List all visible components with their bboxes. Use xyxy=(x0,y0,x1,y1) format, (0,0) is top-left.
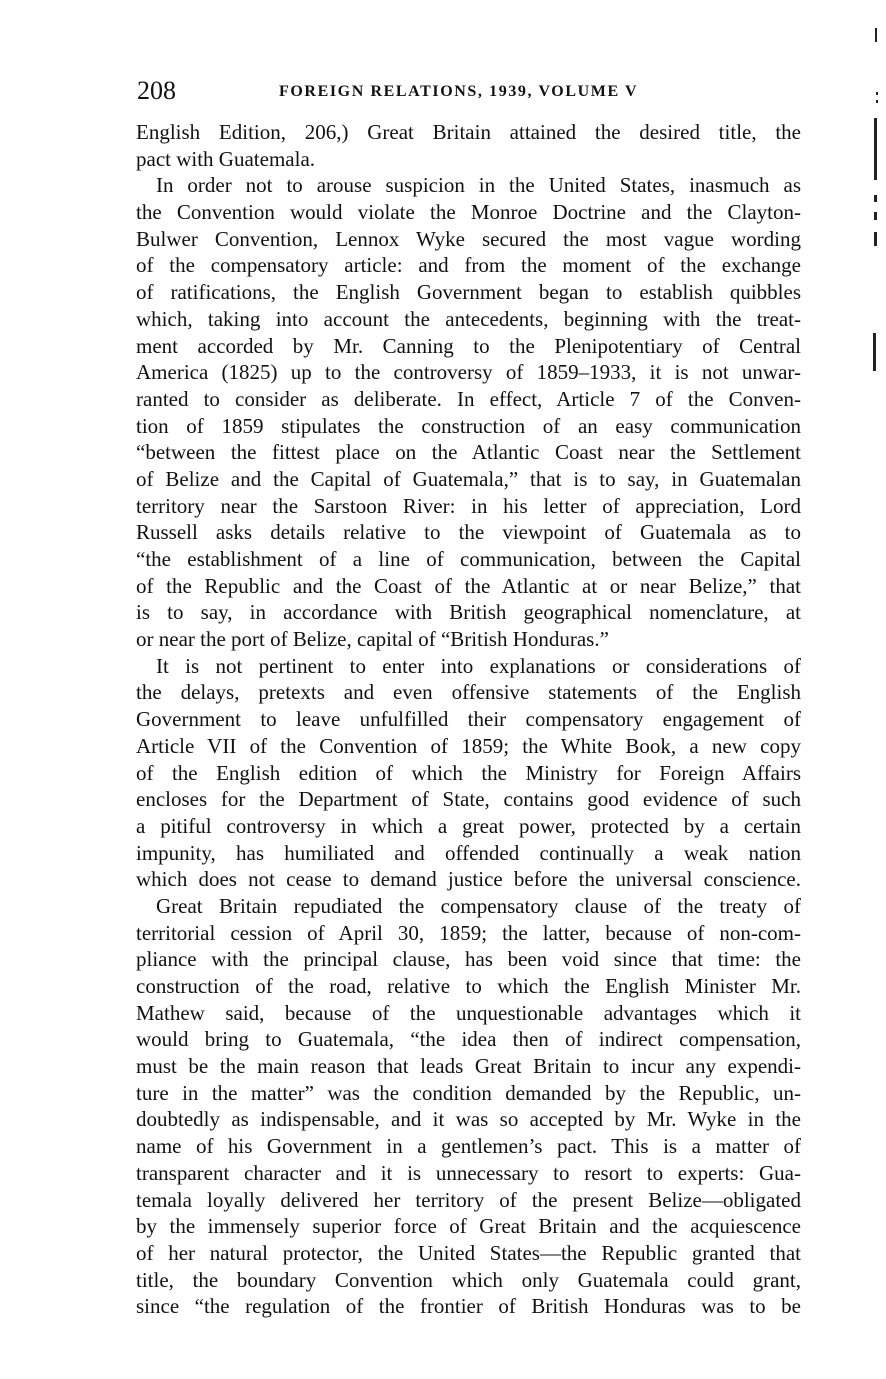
text-line: a pitiful controversy in which a great power, protected by a certain xyxy=(136,813,801,838)
margin-mark xyxy=(874,212,877,220)
text-line: of Belize and the Capital of Guatemala,” that is to say, in Guatemalan xyxy=(136,466,801,491)
text-line: of the English edition of which the Ministry for Foreign Affairs xyxy=(136,760,801,785)
page-header xyxy=(137,76,801,108)
text-line: doubtedly as indispensable, and it was so accepted by Mr. Wyke in the xyxy=(136,1107,801,1132)
text-line: which, taking into account the antecedents, beginning with the treat- xyxy=(136,306,801,331)
text-line: name of his Government in a gentlemen’s pact. This is a matter of xyxy=(136,1134,801,1159)
text-line: ture in the matter” was the condition demanded by the Republic, un- xyxy=(136,1080,801,1105)
text-line: Bulwer Convention, Lennox Wyke secured the most vague wording xyxy=(136,226,801,251)
text-line: must be the main reason that leads Great Britain to incur any expendi- xyxy=(136,1054,801,1079)
text-line: tion of 1859 stipulates the construction of an easy communication xyxy=(136,413,801,438)
text-line: is to say, in accordance with British geographical nomenclature, at xyxy=(136,600,801,625)
margin-mark xyxy=(875,28,877,42)
text-line: of her natural protector, the United States—the Republic granted that xyxy=(136,1240,801,1265)
text-line: by the immensely superior force of Great Britain and the acquiescence xyxy=(136,1214,801,1239)
page-number: 208 xyxy=(137,76,176,105)
margin-mark xyxy=(874,195,877,202)
text-line: Russell asks details relative to the viewpoint of Guatemala as to xyxy=(136,520,801,545)
text-line: title, the boundary Convention which only Guatemala could grant, xyxy=(136,1267,801,1292)
margin-mark xyxy=(874,232,877,246)
text-line: temala loyally delivered her territory of the present Belize—obligated xyxy=(136,1187,801,1212)
text-line: pliance with the principal clause, has been void since that time: the xyxy=(136,947,801,972)
text-line: of ratifications, the English Government began to establish quibbles xyxy=(136,280,801,305)
margin-mark xyxy=(874,118,877,180)
text-line: territory near the Sarstoon River: in his letter of appreciation, Lord xyxy=(136,493,801,518)
text-line: of the compensatory article: and from the moment of the exchange xyxy=(136,253,801,278)
text-line: “the establishment of a line of communication, between the Capital xyxy=(136,547,801,571)
text-line: which does not cease to demand justice before the universal conscience. xyxy=(136,867,801,892)
text-line: ment accorded by Mr. Canning to the Plenipotentiary of Central xyxy=(136,333,801,358)
margin-mark xyxy=(873,333,876,371)
text-line: since “the regulation of the frontier of British Honduras was to be xyxy=(136,1294,801,1319)
text-line: transparent character and it is unnecessary to resort to experts: Gua- xyxy=(136,1160,801,1185)
margin-mark xyxy=(876,100,878,103)
margin-mark xyxy=(876,92,878,95)
text-line: the Convention would violate the Monroe Doctrine and the Clayton- xyxy=(136,200,801,225)
text-line: Mathew said, because of the unquestionable advantages which it xyxy=(136,1000,801,1025)
text-line: “between the fittest place on the Atlantic Coast near the Settlement xyxy=(136,440,801,465)
text-line: Great Britain repudiated the compensatory clause of the treaty of xyxy=(156,893,801,918)
text-line: pact with Guatemala. xyxy=(136,146,316,171)
text-line: construction of the road, relative to which the English Minister Mr. xyxy=(136,974,801,998)
text-line: encloses for the Department of State, contains good evidence of such xyxy=(136,787,801,812)
text-line: Article VII of the Convention of 1859; the White Book, a new copy xyxy=(136,733,801,758)
text-line: would bring to Guatemala, “the idea then of indirect compensation, xyxy=(136,1027,801,1052)
running-title: FOREIGN RELATIONS, 1939, VOLUME V xyxy=(279,83,639,100)
text-line: It is not pertinent to enter into explanations or considerations of xyxy=(156,653,801,678)
body-text xyxy=(136,119,801,1320)
text-line: territorial cession of April 30, 1859; the latter, because of non-com- xyxy=(136,920,801,945)
text-line: America (1825) up to the controversy of 1859–1933, it is not unwar- xyxy=(136,360,801,385)
text-line: In order not to arouse suspicion in the United States, inasmuch as xyxy=(156,173,801,198)
text-line: of the Republic and the Coast of the Atlantic at or near Belize,” that xyxy=(136,573,801,598)
text-line: impunity, has humiliated and offended continually a weak nation xyxy=(136,840,801,865)
text-line: or near the port of Belize, capital of “British Honduras.” xyxy=(136,627,609,652)
text-line: ranted to consider as deliberate. In effect, Article 7 of the Conven- xyxy=(136,386,801,411)
text-line: Government to leave unfulfilled their compensatory engagement of xyxy=(136,707,801,732)
text-line: the delays, pretexts and even offensive statements of the English xyxy=(136,680,801,705)
text-line: English Edition, 206,) Great Britain attained the desired title, the xyxy=(136,120,801,144)
